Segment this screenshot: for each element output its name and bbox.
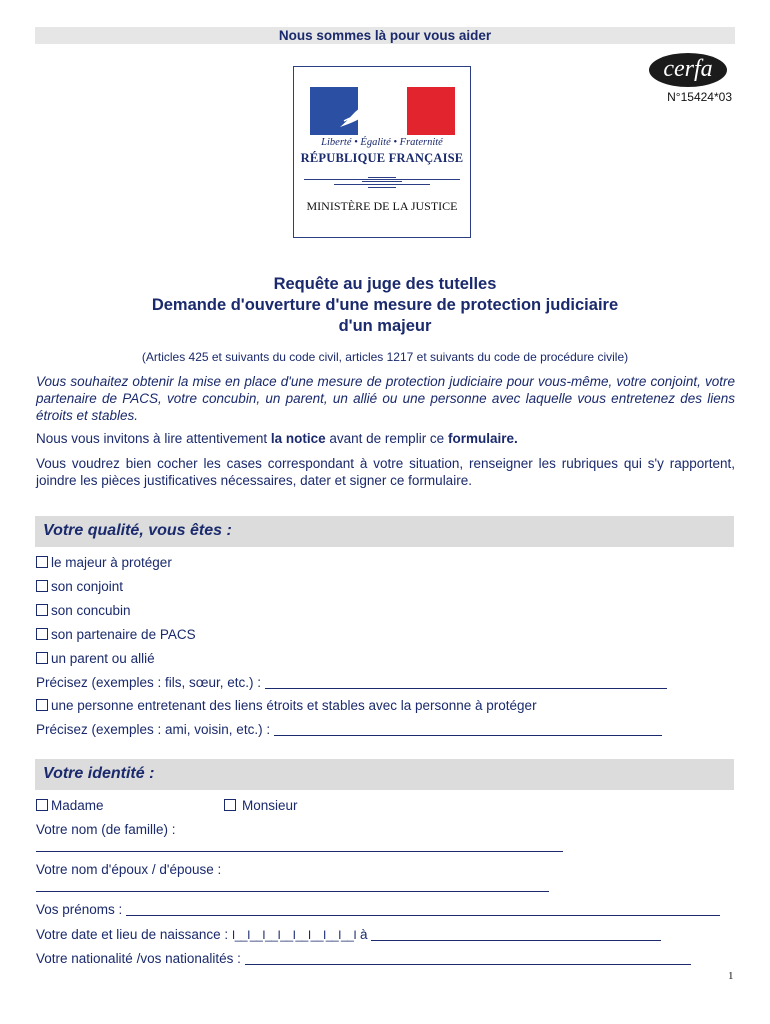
section-qualite-header [35,516,734,547]
section-identite-heading: Votre identité : [43,765,155,782]
prenoms-field[interactable] [126,904,720,916]
checkbox[interactable] [36,799,48,811]
french-flag-icon [310,87,455,135]
form-title [60,274,710,337]
precisez-label: Précisez (exemples : fils, sœur, etc.) : [36,675,262,690]
option-label: une personne entretenant des liens étroits et stables avec la personne à protéger [51,698,537,713]
republique-francaise-logo [293,66,471,238]
checkbox[interactable] [36,580,48,592]
option-label: son partenaire de PACS [51,627,196,642]
instructions-text: Nous vous invitons à lire attentivement [36,431,271,446]
nom-epoux-label: Votre nom d'époux / d'épouse : [36,862,222,877]
nationalite-label: Votre nationalité /vos nationalités : [36,951,241,966]
checkbox[interactable] [36,652,48,664]
prenoms-row [36,902,720,917]
option-conjoint[interactable] [36,579,123,594]
option-label: un parent ou allié [51,651,155,666]
civilite-madame[interactable] [36,798,104,813]
naissance-row [36,927,661,942]
notice-link: la notice [270,431,326,446]
precisez-parent-row [36,675,667,690]
checkbox-instructions: Vous voudrez bien cocher les cases correspondant à votre situation, renseigner les rubriques qui s'y rapportent, joindre les pièces justificatives nécessaires, dater et signer ce formulaire. [36,456,735,488]
intro-paragraph: Vous souhaitez obtenir la mise en place d'une mesure de protection judiciaire pour vous-même, votre conjoint, votre partenaire de PACS, votre concubin, un parent, un allié ou une personne avec laquelle vous entretenez des liens étroits et stables. [36,374,735,423]
republique-francaise-text: RÉPUBLIQUE FRANÇAISE [300,151,464,165]
option-majeur[interactable] [36,555,172,570]
help-banner: Nous sommes là pour vous aider [35,27,735,44]
republique-motto: Liberté • Égalité • Fraternité [321,137,443,148]
checkbox[interactable] [36,699,48,711]
legal-articles: (Articles 425 et suivants du code civil, articles 1217 et suivants du code de procédure civile) [141,350,629,364]
cerfa-number: N°15424*03 [667,90,732,104]
section-qualite-heading: Votre qualité, vous êtes : [43,522,232,539]
precisez-other-row [36,722,662,737]
precisez-other-field[interactable] [274,724,662,736]
precisez-parent-field[interactable] [265,677,667,689]
title-line-2: Demande d'ouverture d'une mesure de protection judiciaire [151,296,619,314]
logo-divider [304,177,460,191]
instructions-paragraph [36,430,735,447]
nom-field[interactable] [36,851,563,852]
naissance-label: Votre date et lieu de naissance : [36,927,229,942]
page-number: 1 [728,970,734,982]
option-concubin[interactable] [36,603,131,618]
instructions-text-2: avant de remplir ce [325,431,448,446]
checkbox[interactable] [36,628,48,640]
nom-epoux-field[interactable] [36,891,549,892]
cerfa-logo: cerfa [649,53,727,87]
option-label: son concubin [51,603,131,618]
checkbox[interactable] [36,604,48,616]
birthdate-field[interactable]: I__I__I__I__I__I__I__I__I [231,928,357,942]
birthplace-field[interactable] [371,929,661,941]
madame-label: Madame [51,798,104,813]
checkbox[interactable] [36,556,48,568]
form-word: formulaire. [447,431,518,446]
birthplace-prefix: à [359,927,368,942]
nationalite-field[interactable] [245,953,691,965]
nationalite-row [36,951,691,966]
option-other[interactable] [36,698,537,713]
section-identite-header [35,759,734,790]
prenoms-label: Vos prénoms : [36,902,123,917]
option-parent[interactable] [36,651,155,666]
option-label: le majeur à protéger [51,555,172,570]
title-line-3: d'un majeur [338,317,432,335]
nom-label: Votre nom (de famille) : [36,822,176,837]
precisez-label: Précisez (exemples : ami, voisin, etc.) : [36,722,271,737]
option-pacs[interactable] [36,627,196,642]
civilite-monsieur[interactable] [224,798,298,813]
option-label: son conjoint [51,579,124,594]
checkbox[interactable] [224,799,236,811]
ministere-text: MINISTÈRE DE LA JUSTICE [306,199,458,213]
monsieur-label: Monsieur [242,798,298,813]
marianne-icon [332,99,392,129]
title-line-1: Requête au juge des tutelles [273,275,497,293]
